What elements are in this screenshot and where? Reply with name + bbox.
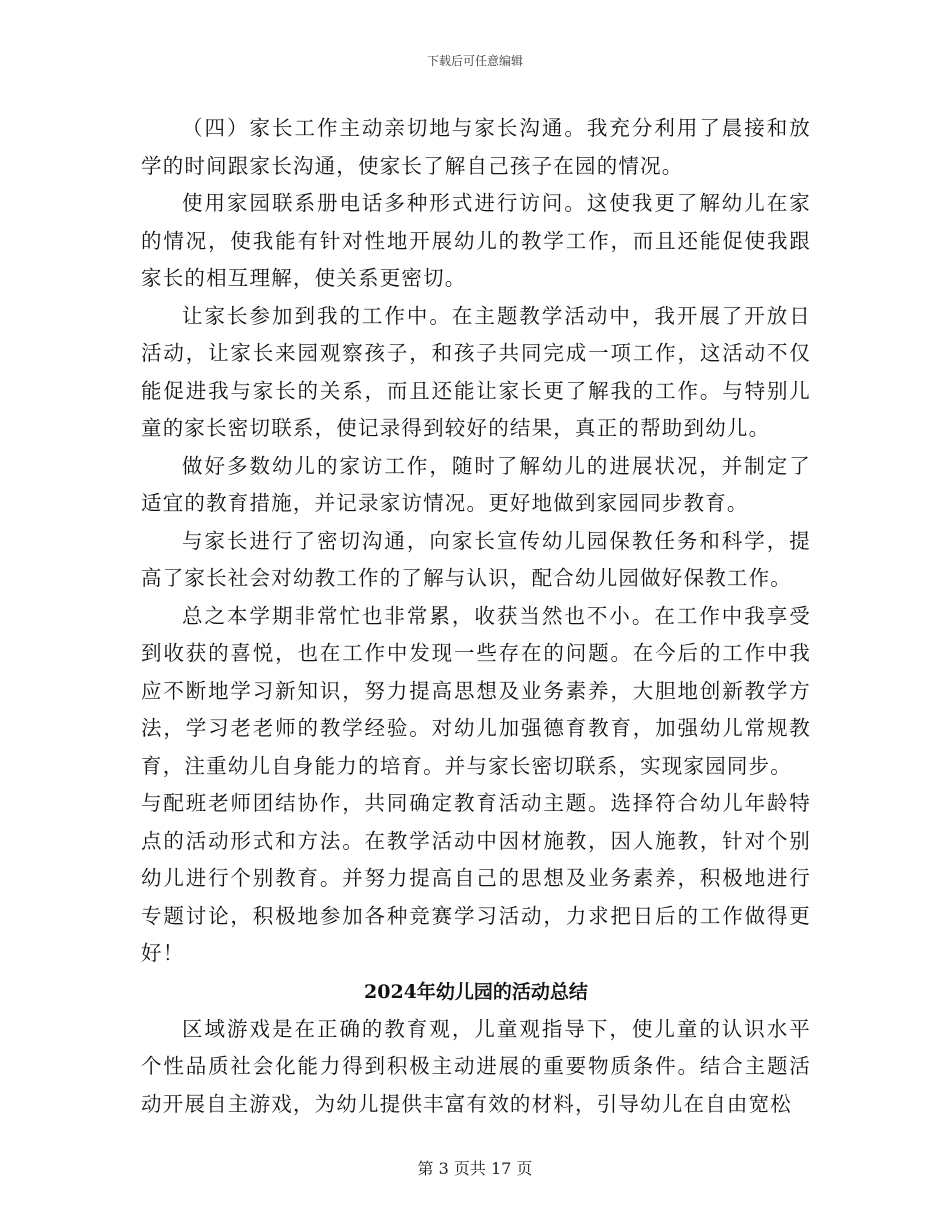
page-footer: 第 3 页共 17 页 <box>417 1159 533 1178</box>
paragraph-area-games: 区域游戏是在正确的教育观，儿童观指导下，使儿童的认识水平个性品质社会化能力得到积极主动进展的重要物质条件。结合主题活动开展自主游戏，为幼儿提供丰富有效的材料，引导幼儿在自由宽松 <box>141 1016 811 1116</box>
paragraph-home-visits: 做好多数幼儿的家访工作，随时了解幼儿的进展状况，并制定了适宜的教育措施，并记录家访情况。更好地做到家园同步教育。 <box>141 453 811 515</box>
paragraph-summary: 总之本学期非常忙也非常累，收获当然也不小。在工作中我享受到收获的喜悦，也在工作中发现一些存在的问题。在今后的工作中我应不断地学习新知识，努力提高思想及业务素养，大胆地创新教学方法，学习老老师的教学经验。对幼儿加强德育教育，加强幼儿常规教育，注重幼儿自身能力的培育。并与家长密切联系，实现家园同步。 <box>141 603 811 778</box>
page-header: 下载后可任意编辑 <box>426 54 523 68</box>
paragraph-summary-continued: 与配班老师团结协作，共同确定教育活动主题。选择符合幼儿年龄特点的活动形式和方法。在教学活动中因材施教，因人施教，针对个别幼儿进行个别教育。并努力提高自己的思想及业务素养，积极地进行专题讨论，积极地参加各种竞赛学习活动，力求把日后的工作做得更好！ <box>141 791 811 965</box>
paragraph-parent-outreach: 与家长进行了密切沟通，向家长宣传幼儿园保教任务和科学，提高了家长社会对幼教工作的了解与认识，配合幼儿园做好保教工作。 <box>141 528 811 590</box>
paragraph-parent-communication: （四）家长工作主动亲切地与家长沟通。我充分利用了晨接和放学的时间跟家长沟通，使家长了解自己孩子在园的情况。 <box>141 116 811 178</box>
section-title: 2024年幼儿园的活动总结 <box>364 980 588 1003</box>
paragraph-home-school-contact: 使用家园联系册电话多种形式进行访问。这使我更了解幼儿在家的情况，使我能有针对性地开展幼儿的教学工作，而且还能促使我跟家长的相互理解，使关系更密切。 <box>141 191 811 290</box>
paragraph-parent-participation: 让家长参加到我的工作中。在主题教学活动中，我开展了开放日活动，让家长来园观察孩子，和孩子共同完成一项工作，这活动不仅能促进我与家长的关系，而且还能让家长更了解我的工作。与特别儿童的家长密切联系，使记录得到较好的结果，真正的帮助到幼儿。 <box>141 303 811 440</box>
document-body <box>141 110 811 1123</box>
